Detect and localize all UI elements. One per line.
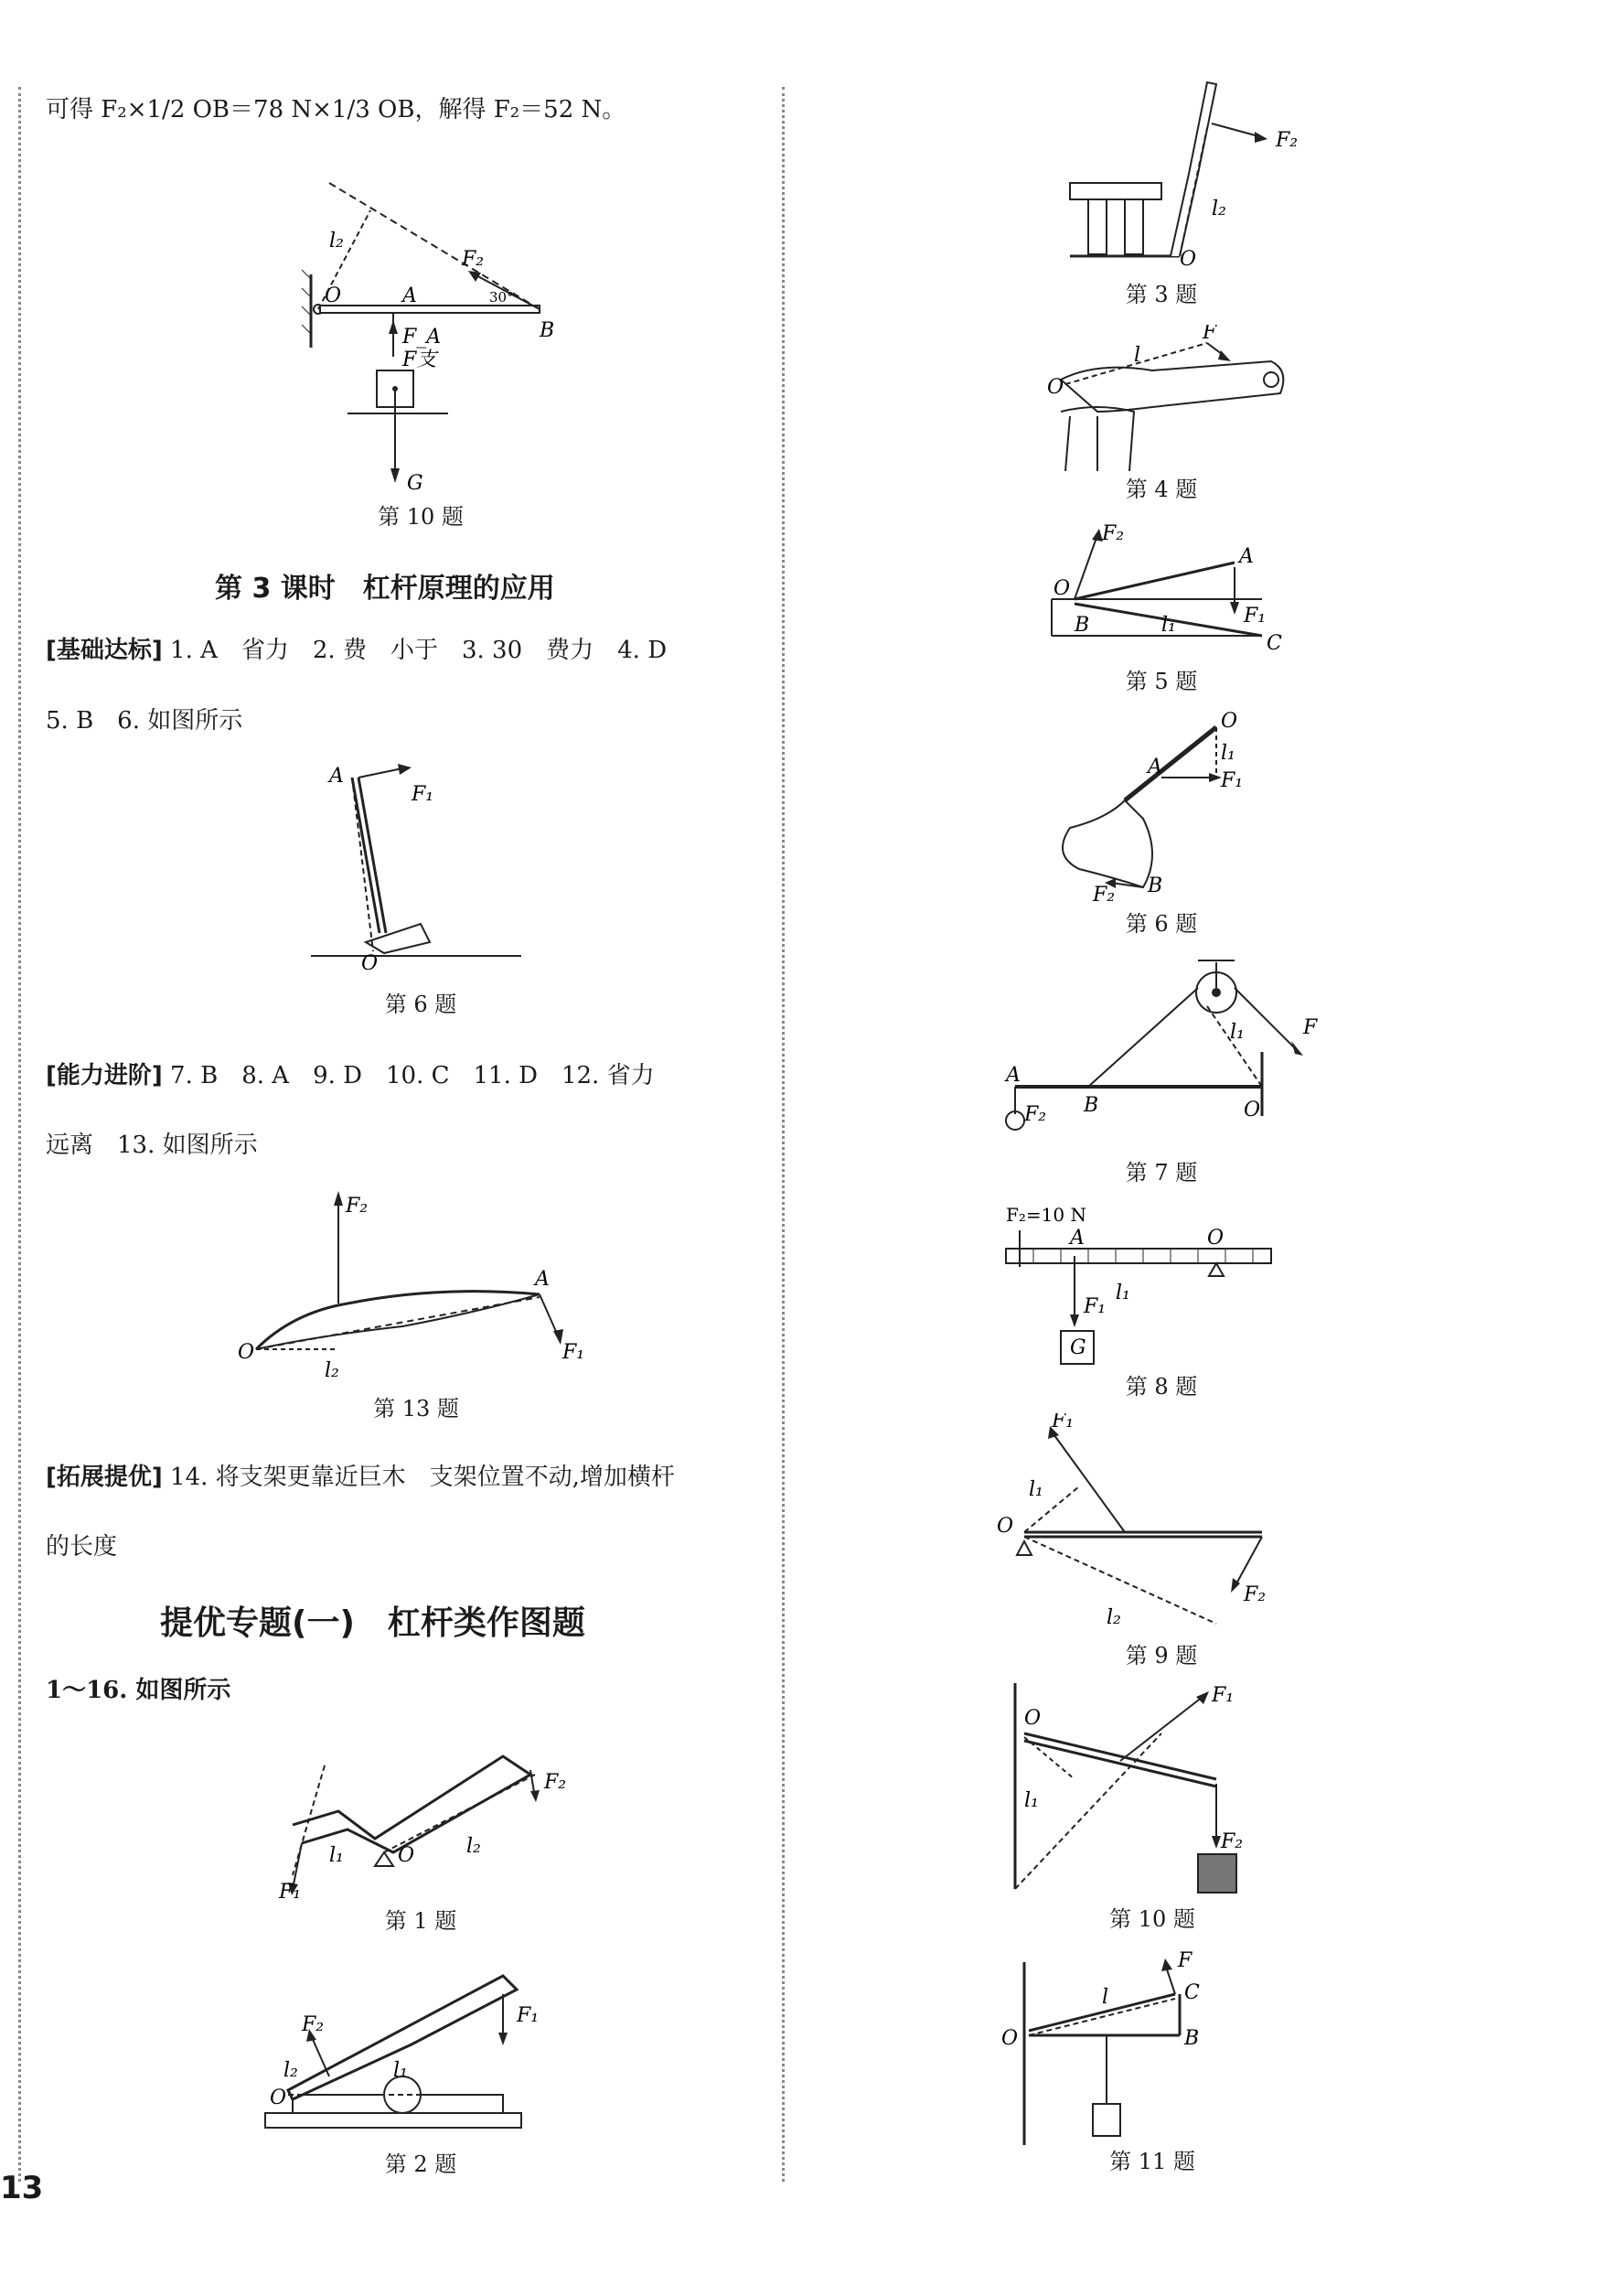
fig3-label-l2: l₂ bbox=[1212, 198, 1226, 220]
fig10-label-angle: 30° bbox=[489, 289, 514, 306]
figure-2 bbox=[256, 1958, 585, 2140]
fig10-label-a: A bbox=[402, 284, 417, 307]
fig4-label-f: F bbox=[1203, 325, 1217, 344]
fig5-label-c: C bbox=[1267, 632, 1282, 655]
fig6r-label-a: A bbox=[1148, 756, 1162, 778]
fig5-label-a: A bbox=[1239, 545, 1254, 568]
figure-5 bbox=[1033, 512, 1326, 668]
fig1-label-o: O bbox=[398, 1844, 415, 1867]
fig6r-label-f1: F₁ bbox=[1221, 769, 1244, 792]
fig9-label-o: O bbox=[997, 1515, 1014, 1538]
fig8-label-f2: F₂=10 N bbox=[1006, 1204, 1086, 1226]
ability-answers-1: 7. B 8. A 9. D 10. C 11. D 12. 省力 bbox=[170, 1062, 655, 1089]
fig3-caption: 第 3 题 bbox=[1125, 282, 1198, 307]
fig6r-label-o: O bbox=[1221, 710, 1238, 733]
lesson-title: 第 3 课时 杠杆原理的应用 bbox=[215, 573, 555, 605]
ability-answers-2: 远离 13. 如图所示 bbox=[46, 1132, 258, 1159]
fig6r-label-b: B bbox=[1148, 874, 1163, 897]
figure-7 bbox=[988, 951, 1335, 1143]
fig10-label-b: B bbox=[540, 319, 555, 342]
figure-6-left bbox=[302, 759, 540, 970]
fig8-label-a: A bbox=[1070, 1227, 1085, 1250]
fig4-label-o: O bbox=[1047, 376, 1064, 399]
ability-tag: [能力进阶] bbox=[46, 1062, 163, 1089]
extend-answers-2: 的长度 bbox=[46, 1533, 118, 1561]
fig7-label-o: O bbox=[1244, 1099, 1261, 1121]
fig8-label-o: O bbox=[1207, 1227, 1225, 1250]
fig2-label-f2: F₂ bbox=[302, 2013, 325, 2036]
fig11-label-b: B bbox=[1184, 2027, 1200, 2050]
fig6l-caption: 第 6 题 bbox=[384, 992, 457, 1017]
column-divider bbox=[782, 87, 785, 2182]
figure-10-right bbox=[997, 1679, 1289, 1907]
fig5-label-l1: l₁ bbox=[1161, 614, 1176, 637]
fig13-label-o: O bbox=[238, 1341, 255, 1364]
fig10-label-f2: F₂ bbox=[462, 248, 485, 271]
fig10r-label-f1: F₁ bbox=[1212, 1684, 1235, 1707]
figure-3 bbox=[1052, 73, 1326, 274]
fig6r-label-f2: F₂ bbox=[1093, 884, 1116, 907]
fig10r-label-f2: F₂ bbox=[1221, 1830, 1244, 1853]
fig6l-label-o: O bbox=[361, 952, 379, 970]
fig7-caption: 第 7 题 bbox=[1125, 1160, 1198, 1186]
fig2-caption: 第 2 题 bbox=[384, 2151, 457, 2177]
fig10r-caption: 第 10 题 bbox=[1109, 1906, 1195, 1932]
basic-tag: [基础达标] bbox=[46, 637, 163, 664]
fig10-label-fa: F_A bbox=[402, 326, 442, 349]
fig13-label-a: A bbox=[535, 1268, 550, 1291]
fig9-label-l2: l₂ bbox=[1107, 1606, 1121, 1629]
basic-answers-1: 1. A 省力 2. 费 小于 3. 30 费力 4. D bbox=[170, 637, 668, 664]
fig2-label-f1: F₁ bbox=[517, 2004, 540, 2027]
top-formula: 可得 F₂×1/2 OB＝78 N×1/3 OB，解得 F₂＝52 N。 bbox=[46, 96, 626, 123]
fig6r-caption: 第 6 题 bbox=[1125, 911, 1198, 937]
fig13-label-f2: F₂ bbox=[346, 1195, 369, 1218]
fig7-label-f2: F₂ bbox=[1024, 1103, 1047, 1126]
fig10-label-g: G bbox=[407, 472, 423, 495]
fig10-label-fzhi: F支 bbox=[402, 349, 437, 371]
fig2-label-o: O bbox=[270, 2087, 287, 2109]
fig7-label-f: F bbox=[1303, 1016, 1318, 1039]
fig13-label-l2: l₂ bbox=[325, 1359, 339, 1382]
fig1-label-f1: F₁ bbox=[279, 1881, 302, 1903]
fig8-label-f1: F₁ bbox=[1084, 1295, 1107, 1318]
fig11-caption: 第 11 题 bbox=[1109, 2149, 1195, 2174]
fig2-label-l1: l₁ bbox=[393, 2059, 408, 2082]
fig5-label-f2: F₂ bbox=[1102, 522, 1125, 545]
fig5-caption: 第 5 题 bbox=[1125, 669, 1198, 694]
fig11-label-o: O bbox=[1001, 2027, 1019, 2050]
figure-11 bbox=[997, 1944, 1271, 2154]
fig10-label-l2: l₂ bbox=[329, 230, 344, 252]
page-number: 13 bbox=[0, 2170, 44, 2206]
figure-9 bbox=[988, 1413, 1280, 1642]
topic-intro: 1～16. 如图所示 bbox=[46, 1677, 231, 1704]
fig9-label-l1: l₁ bbox=[1029, 1478, 1043, 1501]
fig7-label-a: A bbox=[1006, 1064, 1021, 1087]
figure-6-right bbox=[1033, 709, 1308, 910]
figure-1 bbox=[238, 1729, 604, 1903]
fig13-caption: 第 13 题 bbox=[373, 1396, 459, 1422]
fig11-label-f: F bbox=[1178, 1949, 1193, 1972]
fig1-label-f2: F₂ bbox=[544, 1771, 567, 1794]
topic-title: 提优专题(一) 杠杆类作图题 bbox=[160, 1604, 585, 1642]
fig1-label-l2: l₂ bbox=[466, 1835, 481, 1858]
fig9-label-f1: F₁ bbox=[1052, 1413, 1075, 1432]
fig8-label-l1: l₁ bbox=[1116, 1282, 1130, 1304]
figure-8 bbox=[988, 1194, 1280, 1372]
fig4-label-l: l bbox=[1134, 344, 1141, 367]
fig10-caption: 第 10 题 bbox=[378, 504, 464, 530]
fig8-label-g: G bbox=[1070, 1336, 1086, 1359]
fig5-label-o: O bbox=[1053, 577, 1071, 600]
figure-10-left bbox=[256, 174, 585, 503]
extend-tag: [拓展提优] bbox=[46, 1464, 163, 1491]
fig10r-label-o: O bbox=[1024, 1707, 1042, 1730]
fig13-label-f1: F₁ bbox=[562, 1341, 585, 1364]
fig6r-label-l1: l₁ bbox=[1221, 742, 1235, 765]
fig1-caption: 第 1 题 bbox=[384, 1908, 457, 1934]
fig10-label-o: O bbox=[325, 284, 342, 307]
fig7-label-b: B bbox=[1084, 1094, 1099, 1117]
fig1-label-l1: l₁ bbox=[329, 1844, 344, 1867]
fig9-caption: 第 9 题 bbox=[1125, 1643, 1198, 1668]
fig7-label-l1: l₁ bbox=[1230, 1021, 1245, 1044]
fig5-label-f1: F₁ bbox=[1244, 605, 1267, 628]
fig9-label-f2: F₂ bbox=[1244, 1583, 1267, 1606]
fig2-label-l2: l₂ bbox=[283, 2059, 298, 2082]
fig11-label-l: l bbox=[1102, 1986, 1109, 2009]
fig10r-label-l1: l₁ bbox=[1024, 1789, 1039, 1812]
fig6l-label-a: A bbox=[329, 765, 344, 788]
figure-4 bbox=[1043, 325, 1335, 480]
fig3-label-f2: F₂ bbox=[1276, 129, 1299, 152]
extend-answers-1: 14. 将支架更靠近巨木 支架位置不动,增加横杆 bbox=[170, 1464, 675, 1491]
fig6l-label-f1: F₁ bbox=[412, 783, 434, 806]
fig5-label-b: B bbox=[1075, 614, 1090, 637]
figure-13 bbox=[238, 1180, 622, 1400]
fig4-caption: 第 4 题 bbox=[1125, 477, 1198, 502]
left-margin-divider bbox=[18, 87, 21, 2182]
basic-answers-2: 5. B 6. 如图所示 bbox=[46, 707, 243, 735]
fig11-label-c: C bbox=[1184, 1981, 1200, 2004]
fig8-caption: 第 8 题 bbox=[1125, 1374, 1198, 1400]
fig3-label-o: O bbox=[1180, 248, 1197, 271]
